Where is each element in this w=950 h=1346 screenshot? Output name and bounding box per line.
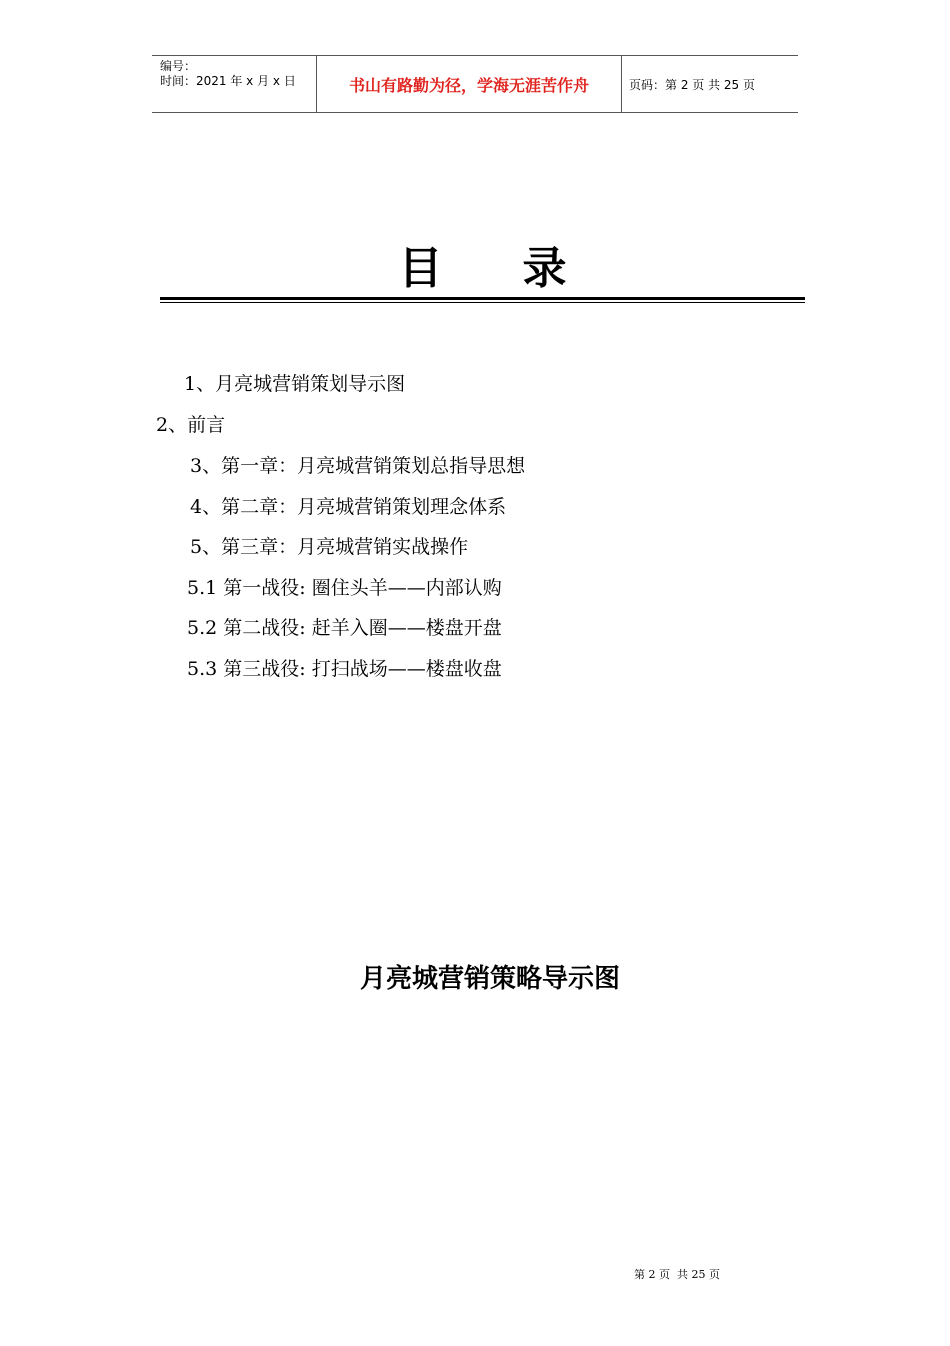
title-rule-thin <box>160 302 805 303</box>
serial-label: 编号： <box>160 59 197 73</box>
toc-item-2[interactable]: 2、前言 <box>156 414 226 436</box>
section-title: 月亮城营销策略导示图 <box>359 964 620 994</box>
toc-item-5-3[interactable]: 5.3 第三战役: 打扫战场——楼盘收盘 <box>187 658 502 680</box>
time-label: 时间：2021 年 x 月 x 日 <box>160 74 296 88</box>
page-footer: 第 2 页 共 25 页 <box>634 1268 720 1281</box>
toc-title-char-2: 录 <box>522 243 567 294</box>
toc-title <box>160 232 805 296</box>
toc-item-4[interactable]: 4、第二章：月亮城营销策划理念体系 <box>190 496 507 518</box>
toc-title-char-1: 目 <box>398 243 443 294</box>
header-page-info: 页码：第 2 页 共 25 页 <box>629 77 755 92</box>
header-meta <box>152 56 317 112</box>
title-rule-thick <box>160 297 805 300</box>
header-motto: 书山有路勤为径，学海无涯苦作舟 <box>317 56 622 112</box>
toc-item-5-2[interactable]: 5.2 第二战役: 赶羊入圈——楼盘开盘 <box>187 617 502 639</box>
toc-item-5[interactable]: 5、第三章：月亮城营销实战操作 <box>190 536 469 558</box>
toc-item-1[interactable]: 1、月亮城营销策划导示图 <box>184 373 406 395</box>
toc-item-5-1[interactable]: 5.1 第一战役: 圈住头羊——内部认购 <box>187 577 502 599</box>
page-header <box>152 55 798 113</box>
toc-item-3[interactable]: 3、第一章：月亮城营销策划总指导思想 <box>190 455 526 477</box>
